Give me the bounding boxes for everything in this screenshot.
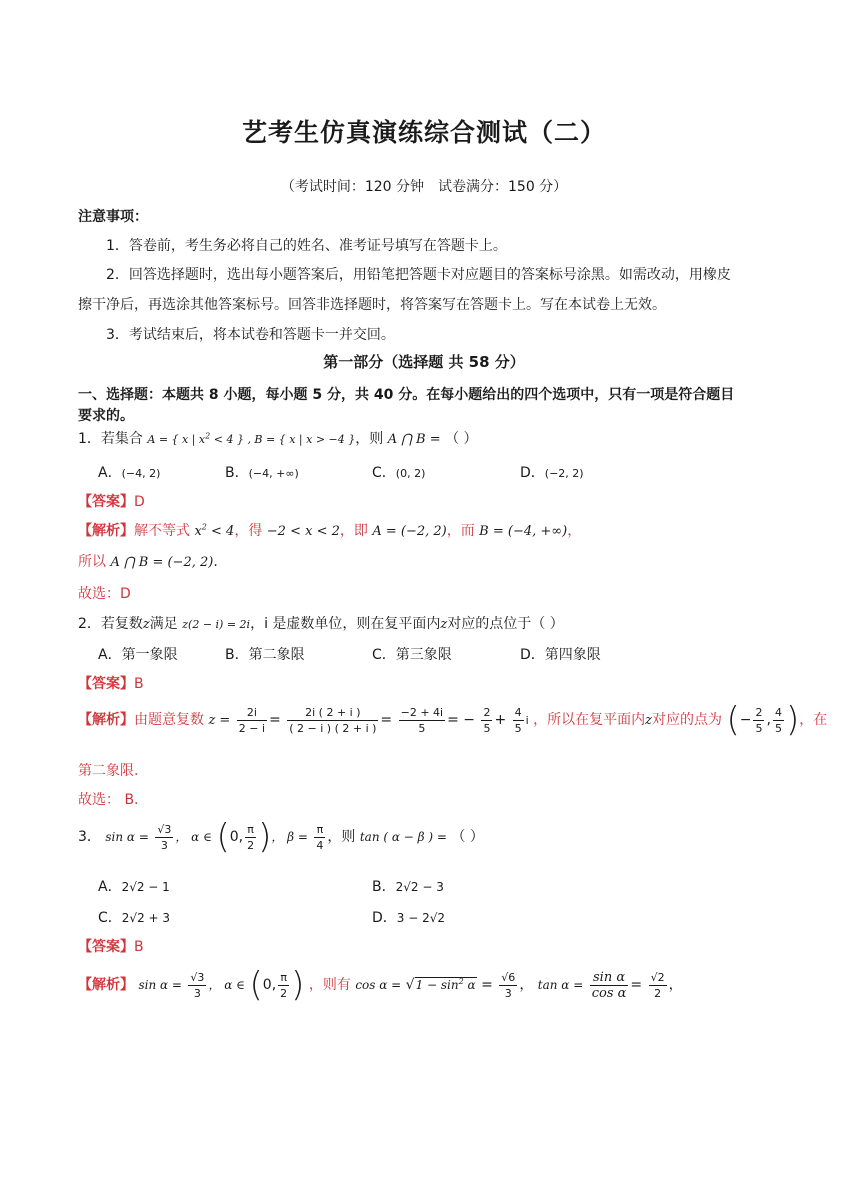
notice-item-2: 2．回答选择题时，选出每小题答案后，用铅笔把答题卡对应题目的答案标号涂黑。如需改动，用橡皮: [106, 267, 731, 283]
q2-answer: 【答案】B: [78, 676, 144, 692]
q1-text: 1．若集合: [78, 431, 143, 447]
exam-score: 试卷满分：150 分）: [438, 179, 568, 195]
q1-text-2: ，则: [355, 431, 384, 447]
q2-analysis-line-2: 第二象限.: [78, 763, 139, 779]
notice-item-2-cont: 擦干净后，再选涂其他答案标号。回答非选择题时，将答案写在答题卡上。写在本试卷上无效。: [78, 297, 666, 313]
q1-set-a: A = { x | $x^2 < 4$ } , B = { x | x > −4 }: [147, 431, 356, 446]
q1-option-c: C．(0, 2): [372, 465, 426, 481]
q2-option-d: D．第四象限: [520, 647, 601, 663]
section-title: 第一部分（选择题 共 58 分）: [323, 353, 525, 371]
q2-option-c: C．第三象限: [372, 647, 452, 663]
q1-analysis-line-2: 所以 A ⋂ B = (−2, 2).: [78, 554, 218, 570]
q1-answer: 【答案】D: [78, 494, 145, 510]
q3-option-b: B．2√2 − 3: [372, 879, 444, 895]
q3-answer: 【答案】B: [78, 939, 144, 955]
notice-item-3: 3．考试结束后，将本试卷和答题卡一并交回。: [106, 327, 395, 343]
question-2-stem: 2．若复数z满足 z(2 − i) = 2i，i 是虚数单位，则在复平面内z对应的点位于（ ）: [78, 616, 564, 632]
section-intro-1: 一、选择题：本题共 8 小题，每小题 5 分，共 40 分。在每小题给出的四个选项中，只有一项是符合题目: [78, 387, 735, 403]
exam-info: [0, 176, 848, 196]
q1-choose: 故选：D: [78, 586, 131, 602]
notice-heading: 注意事项：: [78, 209, 148, 225]
q1-analysis: 【解析】解不等式 $x^2 < 4$，得 −2 < x < 2，即 A = (−2, 2)，而 B = (−4, +∞)，: [78, 522, 582, 539]
q3-option-a: A．2√2 − 1: [98, 879, 170, 895]
q2-option-b: B．第二象限: [225, 647, 305, 663]
q1-intersect: A ⋂ B =: [387, 432, 441, 447]
q1-option-a: A．(−4, 2): [98, 465, 161, 481]
section-intro-2: 要求的。: [78, 408, 134, 424]
exam-time: （考试时间：120 分钟: [280, 179, 424, 195]
q3-option-d: D．3 − 2√2: [372, 910, 446, 926]
q3-option-c: C．2√2 + 3: [98, 910, 171, 926]
question-3-stem: 3． sin α = $\frac{√3}{3}$ ， α ∈ (0, $\frac{\pi}{2}$ )， β = $\frac{\pi}{4}$ ，则 tan ( α − β ) = （ ）: [78, 817, 484, 857]
q1-option-b: B．(−4, +∞): [225, 465, 299, 481]
q3-analysis: 【解析】 sin α = $\frac{√3}{3}$ ， α ∈ (0, $\frac{\pi}{2}$ ) ，则有 $\cos \alpha = √1 - \sin^2 \alpha$ = $\frac{√6}{3}$ ， tan α = $\frac{\text{sin α}}{\text{cos α}}$ = $\frac{√2}{2}$ ，: [78, 965, 683, 1005]
q2-choose: 故选： B.: [78, 792, 139, 808]
q1-blank: （ ）: [445, 431, 478, 447]
question-1-stem: [78, 428, 478, 448]
notice-item-1: 1．答卷前，考生务必将自己的姓名、准考证号填写在答题卡上。: [106, 238, 507, 254]
q2-option-a: A．第一象限: [98, 647, 178, 663]
q1-option-d: D．(−2, 2): [520, 465, 584, 481]
q2-analysis: 【解析】由题意复数 z = $\frac{2i}{2 - i}$ = $\frac{2i ( 2 + i )}{( 2 - i ) ( 2 + i )}$ = $\frac{-2 + 4i}{5}$ = − $\frac{2}{5}$ + $\frac{4}{5}$ i ，所以在复平面内z对应的点为 (− $\frac{2}{5}$ , $\frac{4}{5}$ )，在: [78, 700, 828, 740]
page-title: 艺考生仿真演练综合测试（二）: [241, 118, 606, 147]
